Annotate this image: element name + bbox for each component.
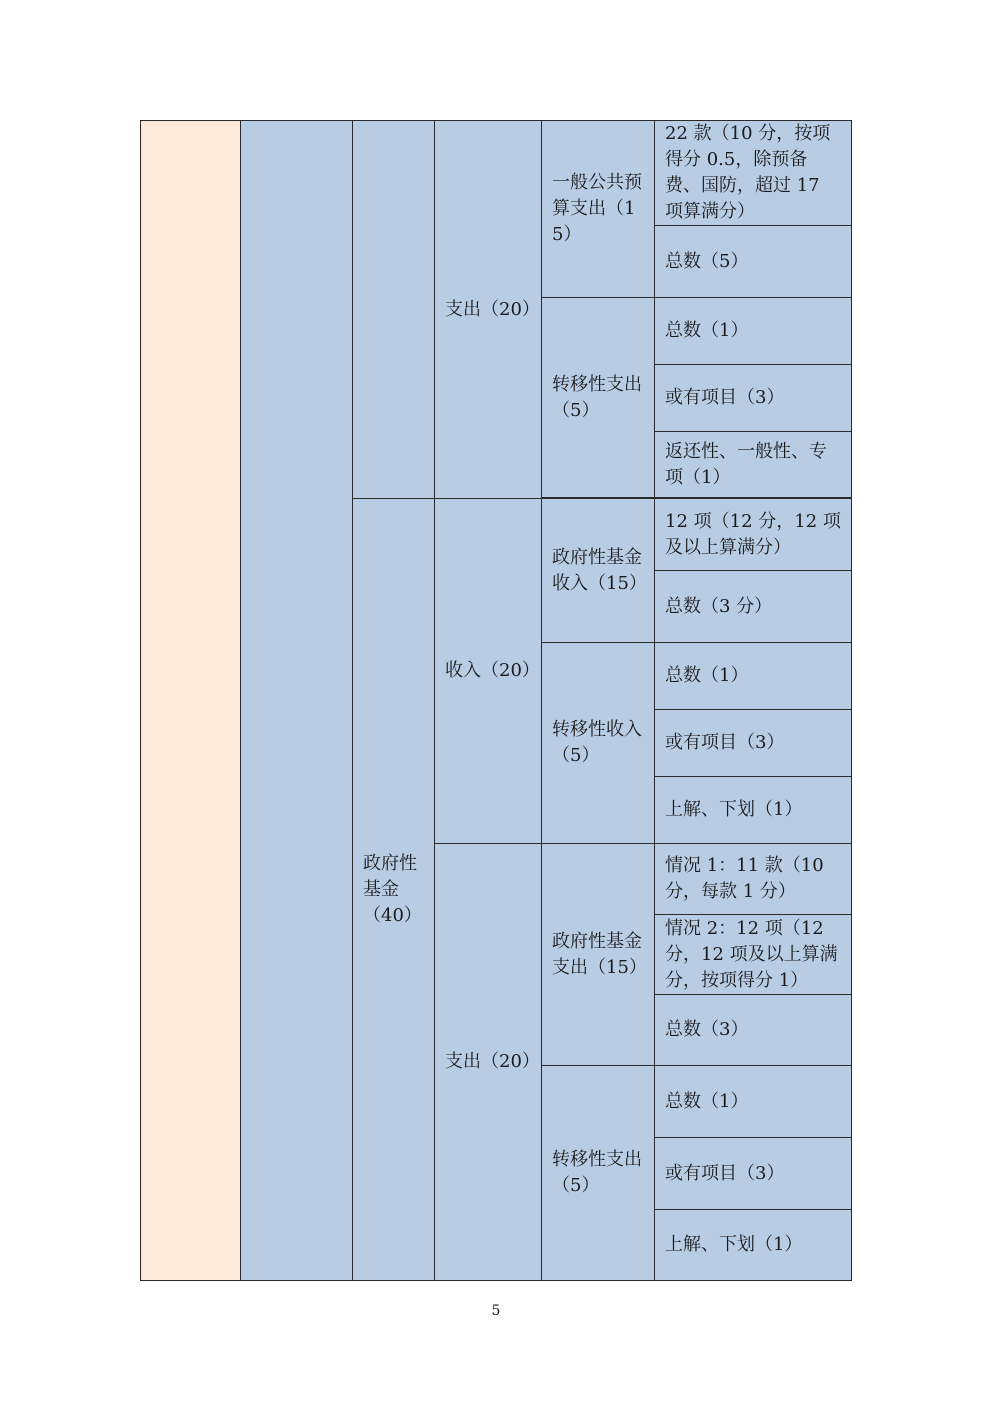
table-cell: 上解、下划（1）: [655, 1210, 852, 1281]
general-budget-cell: [353, 121, 435, 499]
table-cell: 总数（1）: [655, 643, 852, 710]
table-cell: 总数（1）: [655, 298, 852, 365]
table-cell: 22 款（10 分，按项得分 0.5，除预备费、国防，超过 17 项算满分）: [655, 121, 852, 226]
subcategory-cell: [241, 121, 353, 1281]
table-cell: 或有项目（3）: [655, 710, 852, 777]
table-cell: 收入（20）: [435, 499, 542, 844]
table-cell: 转移性支出（5）: [542, 1066, 655, 1281]
table-cell: 转移性收入（5）: [542, 643, 655, 844]
table-cell: 总数（1）: [655, 1066, 852, 1138]
table-cell: 返还性、一般性、专项（1）: [655, 432, 852, 498]
table-cell: 或有项目（3）: [655, 365, 852, 432]
table-cell: 总数（3）: [655, 995, 852, 1066]
table-cell: 12 项（12 分，12 项及以上算满分）: [655, 499, 852, 571]
table-cell: 一般公共预算支出（15）: [542, 121, 655, 298]
table-cell: 或有项目（3）: [655, 1138, 852, 1210]
page-number: 5: [491, 1303, 501, 1319]
table-cell: 转移性支出（5）: [542, 298, 655, 498]
table-cell: 政府性基金收入（15）: [542, 499, 655, 643]
evaluation-table: [140, 120, 852, 1281]
table-cell: 总数（3 分）: [655, 571, 852, 643]
table-cell: 政府性基金支出（15）: [542, 844, 655, 1066]
table-cell: 支出（20）: [435, 844, 542, 1281]
table-cell: 支出（20）: [435, 121, 542, 499]
table-cell: 情况 1：11 款（10 分，每款 1 分）: [655, 844, 852, 915]
table-cell: 情况 2：12 项（12 分，12 项及以上算满分，按项得分 1）: [655, 915, 852, 995]
category-cell: [141, 121, 241, 1281]
table-cell: 总数（5）: [655, 226, 852, 298]
table-cell: 上解、下划（1）: [655, 777, 852, 844]
table-cell: 政府性基金（40）: [353, 499, 435, 1281]
